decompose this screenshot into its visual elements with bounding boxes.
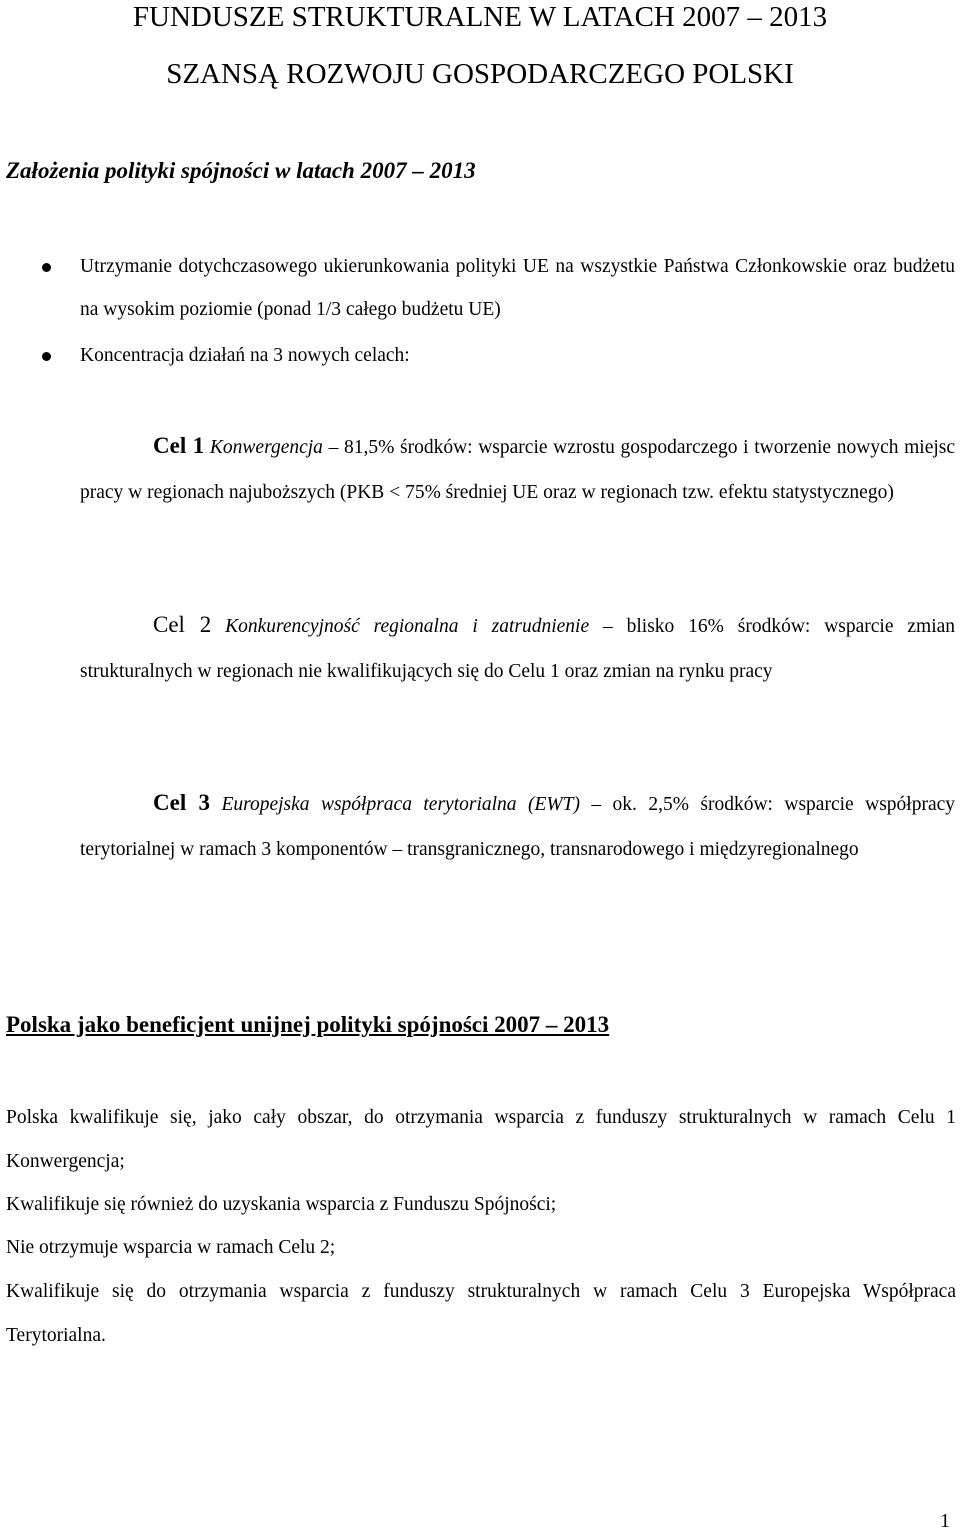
goal-3-label: Cel 3	[153, 790, 211, 815]
goal-1-text: – 81,5% środków: wsparcie wzrostu gospodarczego i tworzenie nowych miejsc pracy w regionach najuboższych (PKB < 75% średniej UE oraz w regionach tzw. efektu statystycznego)	[80, 437, 956, 503]
goal-2-name: Konkurencyjność regionalna i zatrudnienie	[225, 616, 590, 637]
bullet-icon	[42, 352, 51, 361]
paragraph-1: Polska kwalifikuje się, jako cały obszar, do otrzymania wsparcia z funduszy strukturalnych w ramach Celu 1 Konwergencja;	[6, 1107, 956, 1172]
goal-2-label: Cel 2	[153, 612, 212, 637]
section-heading-cohesion-policy: Założenia polityki spójności w latach 2007 – 2013	[6, 158, 476, 183]
page-number: 1	[940, 1510, 950, 1532]
goal-2-text: – blisko 16% środków: wsparcie zmian strukturalnych w regionach nie kwalifikujących się do Celu 1 oraz zmian na rynku pracy	[80, 616, 956, 682]
paragraph-2: Kwalifikuje się również do uzyskania wsparcia z Funduszu Spójności;	[6, 1194, 557, 1215]
document-title-line-2: SZANSĄ ROZWOJU GOSPODARCZEGO POLSKI	[166, 58, 794, 90]
goal-3-text: – ok. 2,5% środków: wsparcie współpracy terytorialnej w ramach 3 komponentów – transgranicznego, transnarodowego i międzyregionalnego	[80, 794, 955, 860]
goal-1-label: Cel 1	[153, 433, 205, 458]
paragraph-3: Nie otrzymuje wsparcia w ramach Celu 2;	[6, 1237, 336, 1258]
section-heading-poland-beneficiary: Polska jako beneficjent unijnej polityki spójności 2007 – 2013	[6, 1012, 610, 1037]
goal-1-paragraph	[80, 424, 955, 515]
paragraph-4: Kwalifikuje się do otrzymania wsparcia z funduszy strukturalnych w ramach Celu 3 Europejska Współpraca Terytorialna.	[6, 1281, 956, 1346]
bullet-item-1: Utrzymanie dotychczasowego ukierunkowania polityki UE na wszystkie Państwa Członkowskie oraz budżetu na wysokim poziomie (ponad 1/3 całego budżetu UE)	[80, 256, 955, 320]
bullet-item-2: Koncentracja działań na 3 nowych celach:	[80, 345, 410, 366]
bullet-icon	[42, 263, 51, 272]
goal-3-name: Europejska współpraca terytorialna (EWT)	[221, 794, 580, 815]
goal-3-paragraph	[80, 781, 955, 872]
goal-1-name: Konwergencja	[209, 437, 323, 458]
goal-2-paragraph	[80, 603, 955, 694]
document-title-line-1: FUNDUSZE STRUKTURALNE W LATACH 2007 – 2013	[132, 1, 828, 33]
